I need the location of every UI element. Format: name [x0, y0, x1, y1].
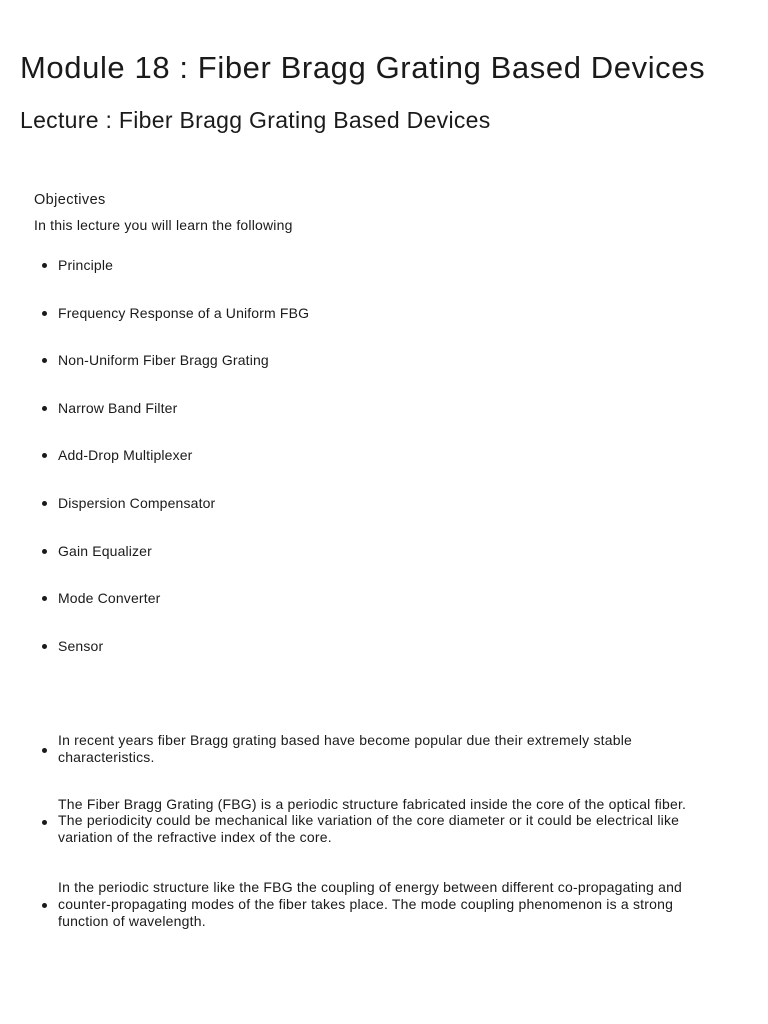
list-item	[0, 399, 309, 447]
objective-label: Narrow Band Filter	[58, 399, 178, 416]
objective-label: Dispersion Compensator	[58, 494, 216, 511]
list-item	[0, 589, 309, 637]
objectives-list	[0, 256, 309, 684]
objective-label: Principle	[58, 257, 114, 273]
lecture-title: Lecture : Fiber Bragg Grating Based Devices	[20, 107, 491, 133]
bullet-icon	[42, 820, 47, 825]
list-item	[0, 494, 309, 542]
list-item	[0, 351, 309, 399]
paragraph-text: In recent years fiber Bragg grating based have become popular due their extremely stable characteristics.	[58, 732, 633, 765]
bullet-icon	[42, 903, 47, 908]
objective-label: Add-Drop Multiplexer	[58, 447, 193, 464]
module-title: Module 18 : Fiber Bragg Grating Based Devices	[20, 50, 706, 85]
objective-label: Non-Uniform Fiber Bragg Grating	[58, 352, 269, 369]
bullet-icon	[42, 596, 47, 601]
bullet-icon	[42, 453, 47, 458]
objectives-heading: Objectives	[34, 192, 106, 208]
list-item	[0, 256, 309, 304]
paragraph-item	[0, 796, 700, 846]
list-item	[0, 304, 309, 352]
bullet-icon	[42, 748, 47, 753]
content-list	[0, 732, 700, 959]
bullet-icon	[42, 406, 47, 411]
list-item	[0, 637, 309, 685]
objective-label: Mode Converter	[58, 590, 161, 607]
list-item	[0, 542, 309, 590]
paragraph-text: In the periodic structure like the FBG the coupling of energy between different co-propagating and counter-propagating modes of the fiber takes place. The mode coupling phenomenon is a strong function of wavelength.	[58, 878, 683, 929]
paragraph-item	[0, 732, 700, 766]
bullet-icon	[42, 549, 47, 554]
objective-label: Gain Equalizer	[58, 542, 152, 559]
bullet-icon	[42, 311, 47, 316]
paragraph-item	[0, 879, 700, 929]
objective-label: Frequency Response of a Uniform FBG	[58, 304, 310, 321]
bullet-icon	[42, 644, 47, 649]
objective-label: Sensor	[58, 637, 104, 654]
bullet-icon	[42, 358, 47, 363]
list-item	[0, 446, 309, 494]
objectives-intro: In this lecture you will learn the following	[34, 217, 293, 233]
bullet-icon	[42, 263, 47, 268]
bullet-icon	[42, 501, 47, 506]
paragraph-text: The Fiber Bragg Grating (FBG) is a periodic structure fabricated inside the core of the optical fiber. The periodicity could be mechanical like variation of the core diameter or it could be electrical like variation of the refractive index of the core.	[58, 795, 687, 846]
